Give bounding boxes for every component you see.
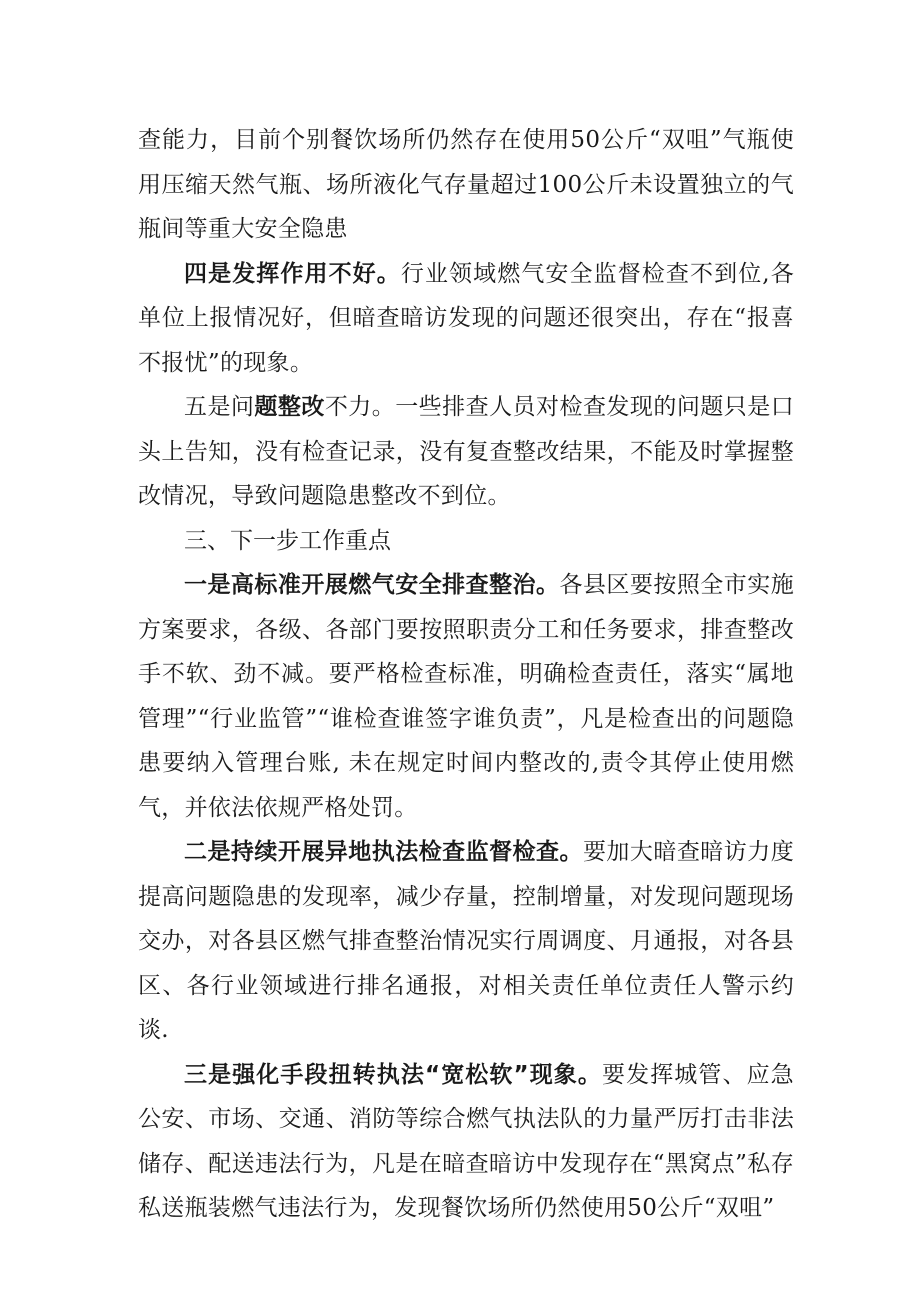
paragraph-lead: 三是强化手段扭转执法“宽松软”现象。: [184, 1061, 602, 1088]
paragraph-step-one: [138, 563, 794, 830]
paragraph-point-five: [138, 385, 794, 519]
paragraph-continuation: [138, 118, 794, 252]
paragraph-text: 行业领域燃气安全监督检查不到位,各单位上报情况好，但暗查暗访发现的问题还很突出，存在“报喜不报忧”的现象。: [138, 260, 794, 376]
section-heading: 三、下一步工作重点: [184, 527, 391, 554]
paragraph-text: 各县区要按照全市实施方案要求，各级、各部门要按照职责分工和任务要求，排查整改手不软、劲不减。要严格检查标准，明确检查责任，落实“属地管理”“行业监管”“谁检查谁签字谁负责”，凡是检查出的问题隐患要纳入管理台账, 未在规定时间内整改的,责令其停止使用燃气，并依法依规严格处罚。: [138, 572, 794, 821]
paragraph-text: 要加大暗查暗访力度提高问题隐患的发现率，减少存量，控制增量，对发现问题现场交办，对各县区燃气排查整治情况实行周调度、月通报，对各县区、各行业领域进行排名通报，对相关责任单位责任人警示约谈.: [138, 839, 794, 1043]
paragraph-pre: 五是问: [184, 394, 255, 420]
paragraph-text: 要发挥城管、应急公安、市场、交通、消防等综合燃气执法队的力量严厉打击非法储存、配送违法行为，凡是在暗查暗访中发现存在“黑窝点”私存私送瓶装燃气违法行为，发现餐饮场所仍然使用50公斤“双咀”: [138, 1061, 794, 1221]
paragraph-lead: 二是持续开展异地执法检查监督检查。: [184, 839, 583, 865]
document-body: [138, 118, 794, 1231]
paragraph-lead: 四是发挥作用不好。: [184, 260, 401, 287]
paragraph-lead: 一是高标准开展燃气安全排查整治。: [184, 572, 560, 598]
paragraph-step-three: [138, 1053, 794, 1231]
paragraph-text: 查能力，目前个别餐饮场所仍然存在使用50公斤“双咀”气瓶使用压缩天然气瓶、场所液化气存量超过100公斤未设置独立的气瓶间等重大安全隐患: [138, 127, 794, 242]
paragraph-text: 不力。一些排查人员对检查发现的问题只是口头上告知，没有检查记录，没有复查整改结果，不能及时掌握整改情况，导致问题隐患整改不到位。: [138, 394, 794, 509]
paragraph-step-two: [138, 830, 794, 1053]
paragraph-lead: 题整改: [254, 394, 325, 420]
paragraph-point-four: [138, 252, 794, 386]
